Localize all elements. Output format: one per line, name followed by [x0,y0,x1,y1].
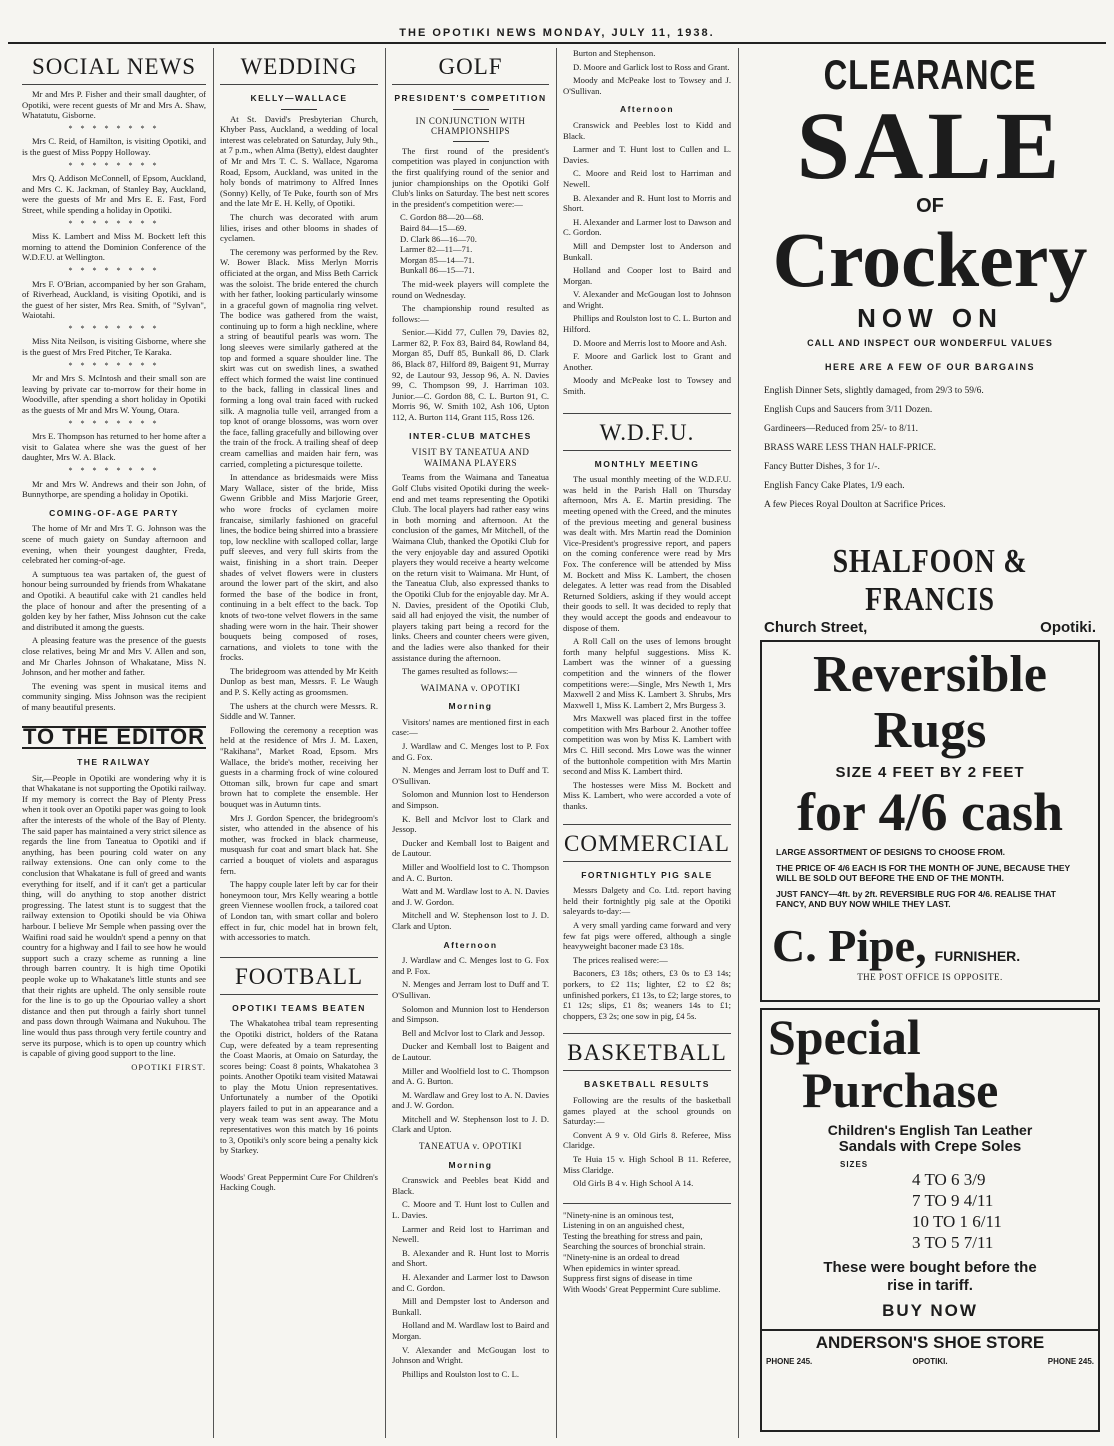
social-news-column [22,48,206,1438]
wdfu-para: A Roll Call on the uses of lemons brought forth many helpful suggestions. Miss K. Lambert was the winner of a guessing competition and the winners of the flower competitions were:—Single, Mrs Newth 1, Mrs Maxwell 2 and Miss K. Lambert 3. Shrubs, Mrs Maxwell 1, Miss K. Lambert 2, Mrs Burgess 3. [563,636,731,710]
to-the-editor-heading: TO THE EDITOR [22,724,206,750]
inspect-values-text: CALL AND INSPECT OUR WONDERFUL VALUES [807,338,1053,348]
buy-now-text: BUY NOW [882,1301,978,1320]
match-line: Phillips and Roulston lost to C. L. [402,1368,519,1379]
furnisher-text: FURNISHER. [934,948,1021,964]
inter-club-heading: INTER-CLUB MATCHES [409,430,532,441]
match-line: Mill and Dempster lost to Anderson and Bunkall. [392,1296,549,1317]
match-line: B. Alexander and R. Hunt lost to Morris and Short. [392,1247,549,1269]
poem-line: "Ninety-nine is an ordeal to dread [563,1252,680,1263]
phone-left: PHONE 245. [766,1357,813,1366]
match-line: Larmer and T. Hunt lost to Cullen and L. Davies. [563,144,731,165]
football-subheading: OPOTIKI TEAMS BEATEN [232,1002,366,1013]
bargain-item: English Dinner Sets, slightly damaged, from 29/3 to 59/6. [764,386,984,396]
social-item: Mrs Q. Addison McConnell, of Epsom, Auckland, and Mrs C. K. Jackman, of Stanley Bay, Auckland, were the guests of Mr and Mrs E. E. Fast, Ford Street, while spending a holiday in Opotiki. [22,173,206,215]
match-line: Mill and Dempster lost to Anderson and Bunkall. [563,240,731,262]
rug-details [762,847,1098,909]
match-line: Ducker and Kemball lost to Baigent and de Lautour. [392,837,549,859]
separator-stars: * * * * * * * * [68,265,160,275]
golf-para: The first round of the president's competition was played in conjunction with the first qualifying round of the senior and junior championships on the Opotiki Golf Club's links on Saturday. The best nett scores in the president's competition were:— [392,145,549,209]
coming-of-age-para: The evening was spent in musical items and community singing. Miss Johnson was the recipient of many beautiful presents. [22,680,206,712]
social-item: Miss K. Lambert and Miss M. Bockett left this morning to attend the Dominion Conference of the W.D.F.U. at Wellington. [22,231,206,263]
wdfu-para: Mrs Maxwell was placed first in the toffee competition with Mrs Barbour 2. Another toffee competition was won by Miss K. Lambert with Mrs C. Hill second. Mrs Lowe was the winner of the buttonhole competition with Mrs Martin second and Miss K. Lambert third. [563,713,731,777]
commercial-para: Baconers, £3 18s; others, £3 0s to £3 14s; porkers, to £2 11s; lighter, £2 to £2 8s; unfinished porkers, £1 13s, to £2; large stores, to £1 12s; slips, £1 8s; weaners 14s to £1; choppers, £3 2s; one sow in pig, £4 5s. [563,968,731,1021]
sizes-list [762,1169,1098,1253]
rug-price [762,781,1098,843]
wdfu-heading: W.D.F.U. [563,413,731,451]
match-line: Watt and M. Wardlaw lost to A. N. Davies and J. W. Gordon. [392,886,549,907]
match-line: Solomon and Munnion lost to Henderson and Simpson. [392,789,549,811]
separator-stars: * * * * * * * * [68,160,160,170]
match-line: Mitchell and W. Stephenson lost to J. D. Clark and Upton. [392,910,549,931]
match-line: Mitchell and W. Stephenson lost to J. D. Clark and Upton. [392,1113,549,1135]
poem-line: With Woods' Great Peppermint Cure sublime. [563,1283,721,1294]
basketball-results-heading: BASKETBALL RESULTS [584,1079,710,1090]
basketball-para: Te Huia 15 v. High School B 11. Referee, Miss Claridge. [563,1153,731,1175]
social-item: Mr and Mrs W. Andrews and their son John, of Bunnythorpe, are spending a holiday in Opotiki. [22,478,206,500]
score-line: Larmer 82—11—71. [400,244,473,255]
wedding-column [220,48,378,1438]
sandals-desc-1: Children's English Tan Leather [827,1122,1033,1138]
railway-letter: Sir,—People in Opotiki are wondering why it is that Whakatane is not supporting the Opotiki railway. If my memory is correct the Bay of Plenty Press when it took over an Opotiki paper was going to look after the interests of the whole of the Bay of Plenty. The said paper has maintained a very strict silence as regards the line from Taneatua to Opotiki and if anything, has been pouring cold water on any railway extensions. One can only come to the conclusion that Whakatane is full of greed and wants everything for itself, and if it can't get a particular thing, will do anything to stop another district progressing. The latest stunt is to suggest that the railway extension to Opotiki should be via Ohiwa harbour. I believe Mr Semple when passing over the Waifini road said he wouldn't spend a penny on that country for a highway and I fail to see how he would support such a crazy scheme as running a line through barren country. It is high time Opotiki people woke up to Whakatane's little stunts and see that their rights are upheld. The only sensible route for the line is to go up the Opouriao valley a short distance and then put through a fairly short tunnel and pass down through Waimana and Nukuhou. The line would thus pass through very fertile country and serve its purpose, which is to open up country which is capable of giving good support to the line. [22,772,206,1059]
match-line: Cranswick and Peebles beat Kidd and Black. [392,1175,549,1196]
bargains-text: HERE ARE A FEW OF OUR BARGAINS [824,362,1035,372]
special-purchase-ad [760,1008,1100,1432]
match-line: M. Wardlaw and Grey lost to A. N. Davies and J. W. Gordon. [392,1089,549,1111]
basketball-heading: BASKETBALL [563,1033,731,1071]
match-line: D. Moore and Garlick lost to Ross and Grant. [573,61,730,72]
wedding-para: The church was decorated with arum lilies, irises and other blooms in shades of cyclamen. [220,211,378,244]
social-item: Mr and Mrs P. Fisher and their small daughter, of Opotiki, were recent guests of Mr and Mrs A. Shaw, Whatatutu, Gisborne. [22,89,206,121]
presidents-competition-heading: PRESIDENT'S COMPETITION [394,93,547,103]
match-line: Moody and McPeake lost to Towsey and Smith. [563,375,731,397]
sizes-label: SIZES [840,1160,869,1169]
bought-before-text: These were bought before the [823,1259,1037,1276]
commercial-para: Messrs Dalgety and Co. Ltd. report having held their fortnightly pig sale at the Opotiki saleyards to-day:— [563,885,731,917]
match-line: J. Wardlaw and C. Menges lost to P. Fox and G. Fox. [392,741,549,762]
separator-stars: * * * * * * * * [68,466,160,475]
social-item: Mrs C. Reid, of Hamilton, is visiting Opotiki, and is the guest of Miss Poppy Holloway. [22,136,206,157]
match-line: Ducker and Kemball lost to Baigent and de Lautour. [392,1041,549,1062]
crockery-text: Crockery [772,216,1088,303]
wedding-para: The bridegroom was attended by Mr Keith Dunlop as best man, Messrs. F. Le Waugh and P. S. Kelly acting as groomsmen. [220,665,378,698]
reversible-rugs-ad [760,640,1100,1002]
social-item: Mrs E. Thompson has returned to her home after a visit to Galatea where she was the guest of her daughter, Mrs W. A. Black. [22,431,206,463]
price-for: for [796,782,865,842]
separator-stars: * * * * * * * * [68,323,160,333]
match-heading: TANEATUA v. OPOTIKI [419,1141,522,1152]
social-item: Miss Nita Neilson, is visiting Gisborne, where she is the guest of Mrs Fred Pitcher, Te Karaka. [22,336,206,358]
match-line: Miller and Woolfield lost to C. Thompson and A. C. Burton. [392,862,549,883]
size-price-row: 10 TO 1 6/11 [912,1212,1002,1231]
social-news-heading: SOCIAL NEWS [22,54,206,85]
golf-heading: GOLF [392,54,549,85]
purchase-text: Purchase [802,1062,999,1118]
bargain-item: English Fancy Cake Plates, 1/9 each. [764,481,905,491]
match-line: N. Menges and Jerram lost to Duff and T. O'Sullivan. [392,765,549,786]
commercial-heading: COMMERCIAL [563,824,731,862]
afternoon-heading: Afternoon [619,104,675,115]
basketball-para: Convent A 9 v. Old Girls 8. Referee, Miss Claridge. [563,1129,731,1151]
match-line: Solomon and Munnion lost to Henderson and Simpson. [392,1003,549,1025]
town-text: Opotiki. [1040,619,1096,636]
golf-para: The mid-week players will complete the round on Wednesday. [392,278,549,300]
separator-stars: * * * * * * * * [68,218,160,228]
match-line: Holland and M. Wardlaw lost to Baird and Morgan. [392,1320,549,1341]
separator-stars: * * * * * * * * [68,418,160,428]
letter-signature: OPOTIKI FIRST. [131,1061,206,1072]
score-line: Morgan 85—14—71. [400,254,475,265]
golf-para: The games resulted as follows:— [402,666,518,677]
bargain-item: A few Pieces Royal Doulton at Sacrifice Prices. [764,500,946,510]
bargain-item: BRASS WARE LESS THAN HALF-PRICE. [764,443,936,453]
divider [281,109,317,110]
of-text: OF [916,195,944,217]
price-cash: cash [960,782,1063,842]
match-line: Burton and Stephenson. [573,48,656,58]
rug-detail-line: LARGE ASSORTMENT OF DESIGNS TO CHOOSE FROM. [776,847,1006,857]
reversible-text: Reversible [813,646,1047,703]
shalfoon-francis-text: SHALFOON & FRANCIS [832,543,1028,618]
match-line: H. Alexander and Larmer lost to Dawson and C. Gordon. [392,1272,549,1293]
match-line: J. Wardlaw and C. Menges lost to G. Fox and P. Fox. [392,955,549,976]
wedding-para: The ushers at the church were Messrs. R. Siddle and W. Tanner. [220,700,378,722]
shop-address [760,619,1100,636]
masthead: THE OPOTIKI NEWS MONDAY, JULY 11, 1938. [8,26,1106,44]
rug-size-text: SIZE 4 FEET BY 2 FEET [835,764,1025,781]
match-line: B. Alexander and R. Hunt lost to Morris and Short. [563,192,731,214]
match-line: H. Alexander and Larmer lost to Dawson and C. Gordon. [563,216,731,238]
wedding-para: The ceremony was performed by the Rev. W. Bower Black. Miss Merlyn Morris officiated at the organ, and Miss Beth Carrick was the soloist. The bride entered the church with her father, looking particularly winsome in a graceful gown of magnolia ring velvet. The bodice was gathered from the waist, continuing up to form a high neckline, where a string of beautiful pearls was worn. The long sleeves were similarly gathered at the top and formed a square shoulder line. The skirt was cut on swedish lines, a swathed effect which formed the waist line continued to the back, falling in classical lines and forming a long oval train faced with rucked silk. A magnolia tulle veil, arranged from a top knot of orange blossoms, was worn over the face, falling gracefully and billowing over the train of the frock. A trailing sheaf of deep cream camellias and maiden hair fern, was carried, completing a picturesque toilette. [220,246,378,469]
score-line: Bunkall 86—15—71. [400,265,475,276]
afternoon-heading: Afternoon [443,939,498,950]
column-rule [213,48,214,1438]
wedding-para: The happy couple later left by car for their honeymoon tour, Mrs Kelly wearing a bottle green Viennese woollen frock, a tailored coat of London tan, with smart collar and bolero effect in fur, chic model hat in brown felt, with accessories to match. [220,879,378,943]
column-rule [385,48,386,1438]
football-para: The Whakatohea tribal team representing the Opotiki district, holders of the Ratana Cup, were defeated by a team representing the Coast Maoris, at Omaio on Saturday, the scores being: Coast 8 points, Whakatohea 3 points. Another Opotiki team visited Matawai to play the Motu Union representatives. Unfortunately a number of the Opotiki players failed to put in an appearance and a very weak team was sent away. The Motu representatives won this match by 16 points to 3, Opotiki's only score being a penalty kick by Starkey. [220,1018,378,1156]
match-line: C. Moore and Reid lost to Harriman and Newell. [563,168,731,189]
wdfu-para: The usual monthly meeting of the W.D.F.U. was held in the Parish Hall on Thursday afternoon, Mrs A. E. Martin presiding. The meeting opened with the Creed, and the minutes of the previous meeting and general business was dealt with. Mrs Martin read the Dominion Vice-President's progressive report, and papers on the coming conference were read by Mrs Fox. The conference will be attended by Miss M. Bockett and Miss K. Lambert, the chosen delegates. A letter was read from the Disabled Returned Soldiers, asking if they would accept their goods to sell. It was decided to reply that they would accept the goods and endeavour to dispose of them. [563,474,731,633]
wedding-heading: WEDDING [220,54,378,85]
clearance-sale-ad [760,51,1100,636]
morning-heading: Morning [448,1159,493,1170]
match-line: D. Moore and Merris lost to Moore and Ash. [573,337,727,348]
match-line: N. Menges and Jerram lost to Duff and T. O'Sullivan. [392,979,549,1000]
match-line: Visitors' names are mentioned first in each case:— [392,716,549,738]
separator-stars: * * * * * * * * [68,360,160,370]
poem-line: When epidemics in winter spread. [563,1262,681,1273]
rugs-text: Rugs [873,702,987,759]
golf-column [392,48,549,1438]
peppermint-poem [563,1203,731,1295]
score-line: D. Clark 86—16—70. [400,233,477,244]
match-line: Phillips and Roulston lost to C. L. Burton and Hilford. [563,313,731,335]
poem-line: Suppress first signs of disease in time [563,1273,693,1284]
wedding-subheading: KELLY—WALLACE [250,93,348,103]
monthly-meeting-heading: MONTHLY MEETING [594,458,700,469]
match-line: Miller and Woolfield lost to C. Thompson and A. G. Burton. [392,1065,549,1087]
size-price-row: 4 TO 6 3/9 [912,1170,986,1189]
clearance-text: CLEARANCE [823,51,1037,98]
size-price-row: 3 TO 5 7/11 [912,1233,994,1252]
store-town: OPOTIKI. [912,1357,948,1366]
column-rule [738,48,739,1438]
column-rule [556,48,557,1438]
size-price-row: 7 TO 9 4/11 [912,1191,994,1210]
social-item: Mr and Mrs S. McIntosh and their small son are leaving by private car to-morrow for their home in Woodville, after spending a short holiday in Opotiki as the guests of Mr and Mrs W. Young, Otara. [22,373,206,416]
peppermint-cure-note: Woods' Great Peppermint Cure For Children's Hacking Cough. [220,1172,378,1193]
basketball-para: Following are the results of the basketball games played at the school grounds on Saturday:— [563,1094,731,1127]
rug-detail-line: JUST FANCY—4ft. by 2ft. REVERSIBLE RUG FOR 4/6. REALISE THAT FANCY, AND BUY NOW WHILE THEY LAST. [776,889,1056,909]
bargain-item: Fancy Butter Dishes, 3 for 1/-. [764,462,880,472]
poem-line: Listening in on an anguished chest, [563,1220,685,1231]
match-heading: WAIMANA v. OPOTIKI [420,682,521,693]
bargain-item: Gardineers—Reduced from 25/- to 8/11. [764,424,918,434]
basketball-para: Old Girls B 4 v. High School A 14. [573,1178,694,1189]
golf-para: Senior.—Kidd 77, Cullen 79, Davies 82, Larmer 82, P. Fox 83, Baird 84, Rowland 84, Morgan 85, Duff 85, Bunkall 86, D. Clark 86, Black 87, Hilford 89, Baigent 91, Murray 92, de Lautour 93, Jessop 96, A. N. Davies 99, C. Thompson 99, J. Harriman 103. Junior.—C. Gordon 88, C. L. Burton 91, C. Morris 96, W. Smith 102, Ash 106, Upton 112, A. Burton 114, Grant 115, Ross 126. [392,327,549,423]
c-pipe-text: C. Pipe, [772,920,927,971]
football-heading: FOOTBALL [220,957,378,995]
match-line: C. Moore and T. Hunt lost to Cullen and L. Davies. [392,1199,549,1221]
score-line: C. Gordon 88—20—68. [400,212,484,223]
coming-of-age-heading: COMING-OF-AGE PARTY [49,507,179,518]
separator-stars: * * * * * * * * [68,123,160,133]
divider [453,109,489,110]
bargain-item: English Cups and Saucers from 3/11 Dozen. [764,405,933,415]
commercial-para: A very small yarding came forward and very few fat pigs were offered, although a single heavyweight baconer made £3 18s. [563,920,731,952]
visit-subheading: VISIT BY TANEATUA AND WAIMANA PLAYERS [411,447,530,468]
morning-heading: Morning [448,701,493,712]
sandals-desc-2: Sandals with Crepe Soles [838,1138,1022,1155]
poem-line: Testing the breathing for stress and pain, [563,1230,703,1241]
match-line: V. Alexander and McGougan lost to Johnson and Wright. [392,1344,549,1366]
wdfu-para: The hostesses were Miss M. Bockett and Miss K. Lambert, who were accorded a vote of thanks. [563,779,731,812]
commercial-para: The prices realised were:— [573,954,668,965]
score-line: Baird 84—15—69. [400,222,467,233]
post-office-note: THE POST OFFICE IS OPPOSITE. [857,972,1003,982]
pig-sale-heading: FORTNIGHTLY PIG SALE [581,869,713,880]
match-line: F. Moore and Garlick lost to Grant and Another. [563,351,731,372]
price-value: 4/6 [878,782,948,842]
now-on-text: NOW ON [857,303,1003,333]
railway-heading: THE RAILWAY [77,757,151,768]
social-item: Mrs F. O'Brian, accompanied by her son Graham, of Riverhead, Auckland, is visiting Opotiki, and is the guest of her sister, Mrs Rea. Smith, of "Sylvan", Waiotahi. [22,278,206,321]
coming-of-age-para: A sumptuous tea was partaken of, the guest of honour being surrounded by friends from Whakatane and Opotiki. A beautiful cake with 21 candles held the place of honour and after the presenting of a golden key by her father, Miss Johnson cut the cake and distributed it among the guests. [22,568,206,632]
wdfu-column [563,48,731,1438]
coming-of-age-para: The home of Mr and Mrs T. G. Johnson was the scene of much gaiety on Sunday afternoon and evening, when their youngest daughter, Freda, celebrated her coming-of-age. [22,523,206,566]
rug-detail-line: THE PRICE OF 4/6 EACH IS FOR THE MONTH OF JUNE, BECAUSE THEY WILL BE SOLD OUT BEFORE THE END OF THE MONTH. [776,863,1071,883]
wedding-para: In attendance as bridesmaids were Miss Mary Wallace, sister of the bride, Miss Gwenn Gribble and Miss Marjorie Greer, who wore frocks of cyclamen moire francaise, similarly fashioned on graceful lines, the bodice being shirred into a brassiere top, low neckline with scalloped collar, large puff sleeves, and very full skirts from the waist, finishing in a short train. Deeper shades of velvet flowers were in clusters around the lower part of the skirt, and also formed the base of the bodice in front, continuing in a belt effect to the back. Top knots of two-tone velvet flowers in the same shading were worn in the hair. Their shower bouquets being composed of roses, carnations, and violets to tone with the frocks. [220,472,378,663]
coming-of-age-para: A pleasing feature was the presence of the guests close relatives, being Mr and Mrs V. Allen and son, and Mr Charles Johnson of Whakatane, Miss N. Johnson, and her mother and father. [22,635,206,678]
match-line: Cranswick and Peebles lost to Kidd and Black. [563,119,731,141]
divider [453,141,489,142]
golf-para: Teams from the Waimana and Taneatua Golf Clubs visited Opotiki during the week-end and met teams representing the Opotiki Club. The local players had rather easy wins in both morning and afternoon. At the conclusion of the games, Mr Mitchell, of the Waimana Club, thanked the Opotiki Club for the very enjoyable day and assured Opotiki players they would receive a hearty welcome on the return visit to Waimana. Mr Hunt, of the Taneatua Club, also expressed thanks to the Opotiki Club for the enjoyable day. Mr A. N. Davies, president of the Opotiki Club, said all had enjoyed the visit, the number of players taking part being a record for the links. Cheers and counter cheers were given, and the ladies were also thanked for their assistance during the afternoon. [392,472,549,663]
match-line: Moody and McPeake lost to Towsey and J. O'Sullivan. [563,75,731,96]
bargain-list [760,382,1100,515]
special-text: Special [768,1009,921,1065]
match-line: K. Bell and McIvor lost to Clark and Jessop. [392,813,549,835]
tariff-text: rise in tariff. [887,1277,973,1294]
street-text: Church Street, [764,619,868,636]
match-line: Bell and McIvor lost to Clark and Jessop. [402,1027,545,1038]
match-line: Larmer and Reid lost to Harriman and Newell. [392,1223,549,1245]
store-phone-row [762,1357,1098,1366]
poem-line: Searching the sources of bronchial strain. [563,1241,706,1252]
anderson-store-text: ANDERSON'S SHOE STORE [762,1329,1098,1353]
wedding-para: At St. David's Presbyterian Church, Khyber Pass, Auckland, a wedding of local interest was celebrated on Saturday, July 9th., at 7 p.m., when Alma (Betty), eldest daughter of Mr and Mrs T. C. S. Wallace, Ngaroma Road, Epsom, Auckland, was united in the holy bonds of matrimony to Alfred Innes (Sonny) Kelly, of Te Puke, fourth son of Mrs and the late Mr E. H. Kelly, of Opotiki. [220,113,378,209]
match-line: V. Alexander and McGougan lost to Johnson and Wright. [563,289,731,310]
wedding-para: Mrs J. Gordon Spencer, the bridegroom's sister, who attended in the absence of his mother, was frocked in black charmeuse, musquash fur coat and smart black hat. She carried a bouquet of violets and asparagus fern. [220,812,378,876]
poem-line: "Ninety-nine is an ominous test, [563,1209,674,1220]
c-pipe-brand [762,919,1098,972]
sale-text: SALE [796,92,1064,199]
championships-subheading: IN CONJUNCTION WITH CHAMPIONSHIPS [415,115,526,137]
match-line: Holland and Cooper lost to Baird and Morgan. [563,265,731,286]
wedding-para: Following the ceremony a reception was held at the residence of Mrs J. M. Laxen, "Rakihana", Market Road, Epsom. Mrs Wallace, the bride's mother, receiving her guests in a charming frock of wine coloured Ottoman silk, brown fur cape and smart brown hat to complete the ensemble. Her bouquet was in Autumn tints. [220,724,378,809]
phone-right: PHONE 245. [1047,1357,1094,1366]
golf-para: The championship round resulted as follows:— [392,303,549,324]
